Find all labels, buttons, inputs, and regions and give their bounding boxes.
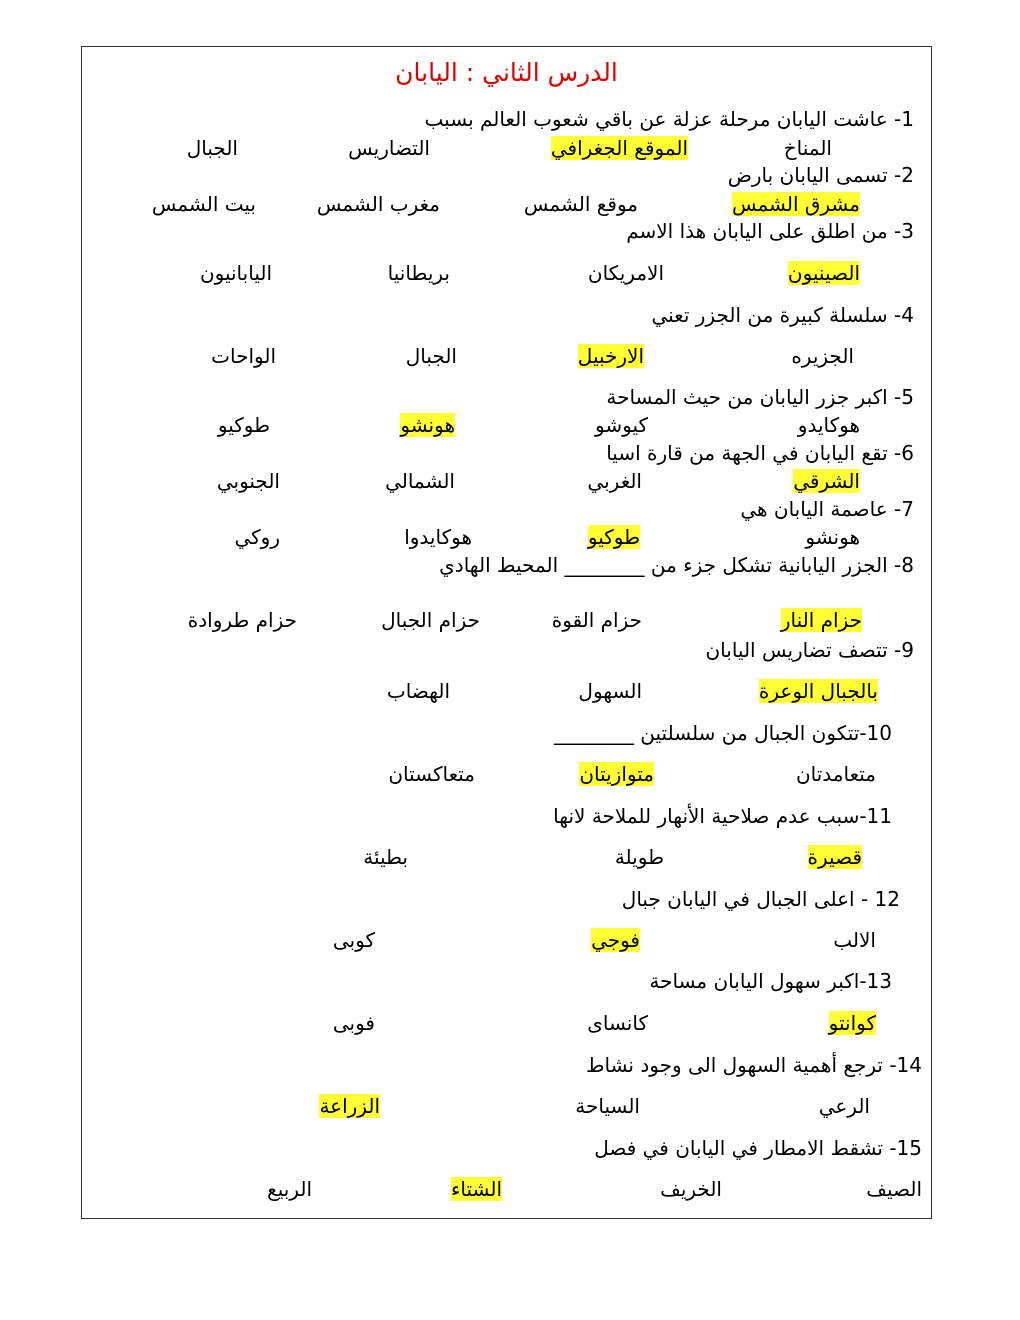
q2-option-2[interactable]: موقع الشمس: [523, 192, 638, 216]
q13-option-1-answer[interactable]: كوانتو: [828, 1011, 876, 1035]
q4-option-1[interactable]: الجزيره: [791, 344, 854, 368]
q9-option-3[interactable]: الهضاب: [386, 679, 450, 703]
q9-option-1-answer[interactable]: بالجبال الوعرة: [758, 679, 878, 703]
q5-option-1[interactable]: هوكايدو: [797, 413, 860, 437]
q2-option-1-answer[interactable]: مشرق الشمس: [731, 192, 860, 216]
q11-option-2[interactable]: طويلة: [614, 845, 664, 869]
question-15: 15- تشقط الامطار في اليابان في فصل: [594, 1136, 922, 1160]
q12-option-2-answer[interactable]: فوجي: [591, 928, 640, 952]
question-11: 11-سبب عدم صلاحية الأنهار للملاحة لانها: [553, 804, 892, 828]
q15-option-2[interactable]: الخريف: [660, 1177, 722, 1201]
q6-option-4[interactable]: الجنوبي: [216, 469, 280, 493]
q8-option-4[interactable]: حزام طروادة: [187, 608, 297, 632]
q10-option-1[interactable]: متعامدتان: [795, 762, 876, 786]
q2-option-3[interactable]: مغرب الشمس: [316, 192, 440, 216]
q15-option-3-answer[interactable]: الشتاء: [450, 1177, 502, 1201]
q14-option-3-answer[interactable]: الزراعة: [319, 1094, 380, 1118]
q8-option-2[interactable]: حزام القوة: [551, 608, 642, 632]
q8-option-3[interactable]: حزام الجبال: [381, 608, 480, 632]
q12-option-3[interactable]: كوبى: [332, 928, 375, 952]
question-5: 5- اكبر جزر اليابان من حيث المساحة: [606, 385, 914, 409]
q4-option-3[interactable]: الجبال: [405, 344, 457, 368]
q14-option-2[interactable]: السياحة: [575, 1094, 640, 1118]
q13-option-2[interactable]: كانساى: [587, 1011, 648, 1035]
q9-option-2[interactable]: السهول: [578, 679, 642, 703]
q8-option-1-answer[interactable]: حزام النار: [780, 608, 862, 632]
q2-option-4[interactable]: بيت الشمس: [151, 192, 256, 216]
question-1: 1- عاشت اليابان مرحلة عزلة عن باقي شعوب العالم بسبب: [424, 107, 914, 131]
q14-option-1[interactable]: الرعي: [818, 1094, 870, 1118]
question-3: 3- من اطلق على اليابان هذا الاسم: [626, 219, 914, 243]
q11-option-3[interactable]: بطيئة: [363, 845, 408, 869]
question-10: 10-تتكون الجبال من سلسلتين ________: [553, 721, 892, 745]
q7-option-1[interactable]: هونشو: [805, 525, 860, 549]
question-2: 2- تسمى اليابان بارض: [727, 163, 914, 187]
question-12: 12 - اعلى الجبال في اليابان جبال: [621, 887, 900, 911]
q1-option-2-answer[interactable]: الموقع الجغرافي: [550, 136, 688, 160]
q5-option-3-answer[interactable]: هونشو: [400, 413, 455, 437]
q7-option-4[interactable]: روكي: [234, 525, 280, 549]
question-7: 7- عاصمة اليابان هي: [740, 497, 914, 521]
q15-option-4[interactable]: الربيع: [267, 1177, 312, 1201]
q4-option-4[interactable]: الواحات: [211, 344, 276, 368]
q3-option-2[interactable]: الامريكان: [587, 261, 664, 285]
q3-option-1-answer[interactable]: الصينيون: [787, 261, 860, 285]
q1-option-4[interactable]: الجبال: [186, 136, 238, 160]
q6-option-1-answer[interactable]: الشرقي: [793, 469, 860, 493]
q3-option-4[interactable]: اليابانيون: [199, 261, 272, 285]
q10-option-3[interactable]: متعاكستان: [388, 762, 475, 786]
question-13: 13-اكبر سهول اليابان مساحة: [649, 969, 892, 993]
question-9: 9- تتصف تضاريس اليابان: [705, 638, 914, 662]
q11-option-1-answer[interactable]: قصيرة: [807, 845, 862, 869]
page-title: الدرس الثاني : اليابان: [395, 58, 618, 87]
q6-option-2[interactable]: الغربي: [587, 469, 642, 493]
question-6: 6- تقع اليابان في الجهة من قارة اسيا: [606, 441, 914, 465]
q3-option-3[interactable]: بريطانيا: [387, 261, 450, 285]
q5-option-4[interactable]: طوكيو: [217, 413, 270, 437]
question-4: 4- سلسلة كبيرة من الجزر تعني: [651, 303, 914, 327]
q7-option-2-answer[interactable]: طوكيو: [587, 525, 640, 549]
question-14: 14- ترجع أهمية السهول الى وجود نشاط: [586, 1053, 922, 1077]
q12-option-1[interactable]: الالب: [833, 928, 876, 952]
q7-option-3[interactable]: هوكايدوا: [404, 525, 472, 549]
q1-option-3[interactable]: التضاريس: [348, 136, 430, 160]
q4-option-2-answer[interactable]: الارخبيل: [577, 344, 644, 368]
q10-option-2-answer[interactable]: متوازيتان: [579, 762, 654, 786]
q15-option-1[interactable]: الصيف: [866, 1177, 922, 1201]
question-8: 8- الجزر اليابانية تشكل جزء من ________ المحيط الهادي: [439, 553, 914, 577]
q1-option-1[interactable]: المناخ: [783, 136, 832, 160]
q5-option-2[interactable]: كيوشو: [595, 413, 648, 437]
q6-option-3[interactable]: الشمالي: [385, 469, 455, 493]
q13-option-3[interactable]: فوبى: [332, 1011, 375, 1035]
